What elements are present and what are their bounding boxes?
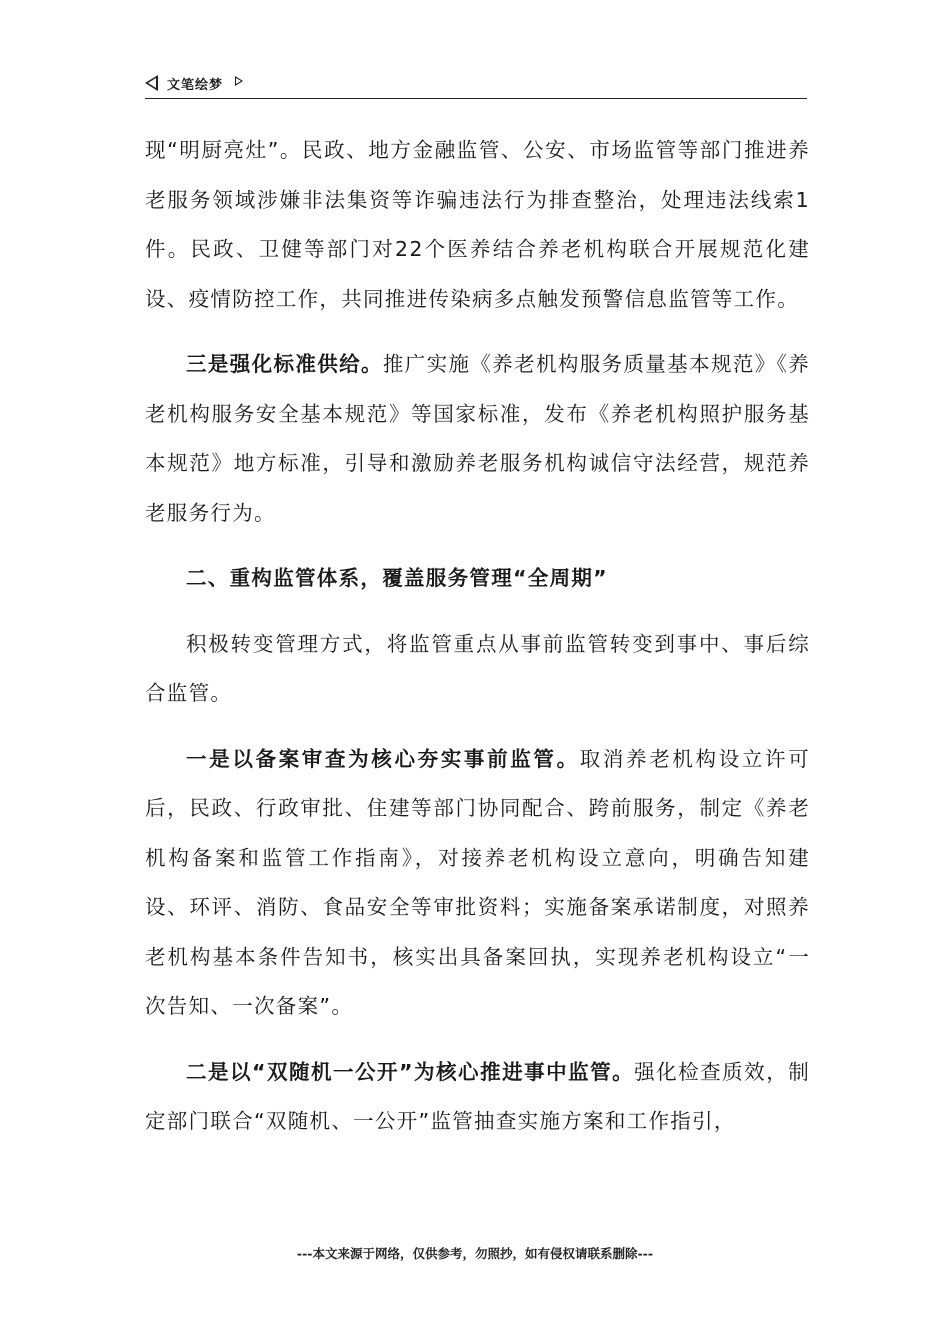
paragraph-text: 现“明厨亮灶”。民政、地方金融监管、公安、市场监管等部门推进养老服务领域涉嫌非法集资等诈骗违法行为排查整治，处理违法线索1件。民政、卫健等部门对22个医养结合养老机构联合开展规范化建设、疫情防控工作，共同推进传染病多点触发预警信息监管等工作。 xyxy=(145,138,810,311)
paragraph-continuation xyxy=(145,126,810,324)
paragraph-standards xyxy=(145,340,810,538)
section-heading xyxy=(145,554,810,604)
paragraph-pre-supervision xyxy=(145,735,810,1032)
paragraph-lead: 三是强化标准供给。 xyxy=(186,352,383,376)
header-title: 文笔绘梦 xyxy=(167,78,224,93)
section-heading-text: 二、重构监管体系，覆盖服务管理“全周期” xyxy=(186,566,608,590)
triangle-left-icon xyxy=(145,75,158,91)
paragraph-lead: 一是以备案审查为核心夯实事前监管。 xyxy=(186,746,580,771)
paragraph-intro xyxy=(145,620,810,719)
document-body xyxy=(145,126,810,1147)
paragraph-text: 取消养老机构设立许可后，民政、行政审批、住建等部门协同配合、跨前服务，制定《养老机构备案和监管工作指南》，对接养老机构设立意向，明确告知建设、环评、消防、食品安全等审批资料；实施备案承诺制度，对照养老机构基本条件告知书，核实出具备案回执，实现养老机构设立“一次告知、一次备案”。 xyxy=(145,746,810,1018)
triangle-right-icon xyxy=(235,76,243,86)
page-footer-notice: ---本文来源于网络，仅供参考，勿照抄，如有侵权请联系删除--- xyxy=(296,1246,654,1261)
paragraph-text: 强化检查质效，制定部门联合“双随机、一公开”监管抽查实施方案和工作指引， xyxy=(145,1059,811,1133)
paragraph-lead: 二是以“双随机一公开”为核心推进事中监管。 xyxy=(186,1059,635,1084)
paragraph-text: 积极转变管理方式，将监管重点从事前监管转变到事中、事后综合监管。 xyxy=(145,631,810,705)
paragraph-in-process-supervision xyxy=(145,1048,810,1147)
paragraph-text: 推广实施《养老机构服务质量基本规范》《养老机构服务安全基本规范》等国家标准，发布《养老机构照护服务基本规范》地方标准，引导和激励养老服务机构诚信守法经营，规范养老服务行为。 xyxy=(145,352,810,525)
page-header xyxy=(145,72,807,99)
